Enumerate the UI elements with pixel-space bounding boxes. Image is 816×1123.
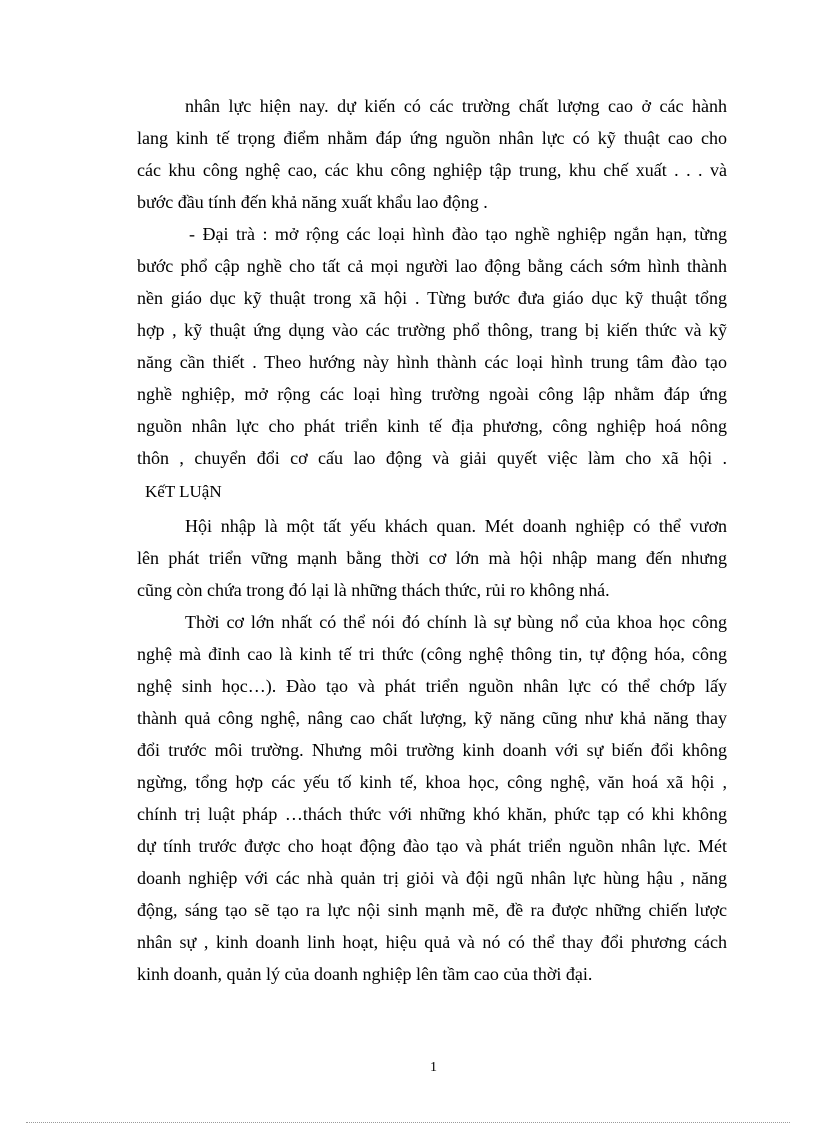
- paragraph-2-line-3: nền giáo dục kỹ thuật trong xã hội . Từng bước đưa giáo dục kỹ thuật tổng: [137, 288, 727, 308]
- paragraph-4-line-1: Thời cơ lớn nhất có thể nói đó chính là sự bùng nổ của khoa học công: [185, 612, 727, 632]
- paragraph-4-line-12: kinh doanh, quản lý của doanh nghiệp lên tầm cao của thời đại.: [137, 964, 593, 984]
- paragraph-2-line-1: - Đại trà : mở rộng các loại hình đào tạo nghề nghiệp ngắn hạn, từng: [189, 224, 727, 244]
- paragraph-4-line-8: dự tính trước được cho hoạt động đào tạo và phát triển nguồn nhân lực. Mét: [137, 836, 727, 856]
- paragraph-4-line-9: doanh nghiệp với các nhà quản trị giỏi và đội ngũ nhân lực hùng hậu , năng: [137, 868, 727, 888]
- paragraph-4-line-5: đổi trước môi trường. Nhưng môi trường kinh doanh với sự biến đổi không: [137, 740, 727, 760]
- paragraph-2-line-2: bước phổ cập nghề cho tất cả mọi người lao động bằng cách sớm hình thành: [137, 256, 727, 276]
- paragraph-2-line-6: nghề nghiệp, mở rộng các loại hìng trường ngoài công lập nhằm đáp ứng: [137, 384, 727, 404]
- paragraph-4-line-6: ngừng, tổng hợp các yếu tố kinh tế, khoa học, công nghệ, văn hoá xã hội ,: [137, 772, 727, 792]
- paragraph-3-line-2: lên phát triển vững mạnh bằng thời cơ lớn mà hội nhập mang đến nhưng: [137, 548, 727, 568]
- paragraph-1-line-4: bước đầu tính đến khả năng xuất khẩu lao động .: [137, 192, 488, 212]
- paragraph-1-line-1: nhân lực hiện nay. dự kiến có các trường chất lượng cao ở các hành: [185, 96, 727, 116]
- paragraph-4-line-11: nhân sự , kinh doanh linh hoạt, hiệu quả và nó có thể thay đổi phương cách: [137, 932, 727, 952]
- section-heading: KếT LUậN: [145, 482, 222, 501]
- paragraph-2-line-4: hợp , kỹ thuật ứng dụng vào các trường phổ thông, trang bị kiến thức và kỹ: [137, 320, 727, 340]
- paragraph-4-line-7: chính trị luật pháp …thách thức với những khó khăn, phức tạp có khi không: [137, 804, 727, 824]
- paragraph-1-line-3: các khu công nghệ cao, các khu công nghiệp tập trung, khu chế xuất . . . và: [137, 160, 727, 180]
- paragraph-4-line-3: nghệ sinh học…). Đào tạo và phát triển nguồn nhân lực có thể chớp lấy: [137, 676, 727, 696]
- paragraph-2-line-5: năng cần thiết . Theo hướng này hình thành các loại hình trung tâm đào tạo: [137, 352, 727, 372]
- paragraph-3-line-3: cũng còn chứa trong đó lại là những thách thức, rủi ro không nhá.: [137, 580, 610, 600]
- paragraph-2-line-8: thôn , chuyển đổi cơ cấu lao động và giải quyết việc làm cho xã hội .: [137, 448, 727, 468]
- paragraph-4-line-2: nghệ mà đỉnh cao là kinh tế tri thức (công nghệ thông tin, tự động hóa, công: [137, 644, 727, 664]
- paragraph-3-line-1: Hội nhập là một tất yếu khách quan. Mét doanh nghiệp có thể vươn: [185, 516, 727, 536]
- paragraph-1-line-2: lang kinh tế trọng điểm nhằm đáp ứng nguồn nhân lực có kỹ thuật cao cho: [137, 128, 727, 148]
- paragraph-2-line-7: nguồn nhân lực cho phát triển kinh tế địa phương, công nghiệp hoá nông: [137, 416, 727, 436]
- paragraph-4-line-10: động, sáng tạo sẽ tạo ra lực nội sinh mạnh mẽ, đề ra được những chiến lược: [137, 900, 727, 920]
- page-number: 1: [430, 1060, 437, 1075]
- paragraph-4-line-4: thành quả công nghệ, nâng cao chất lượng, kỹ năng cũng như khả năng thay: [137, 708, 727, 728]
